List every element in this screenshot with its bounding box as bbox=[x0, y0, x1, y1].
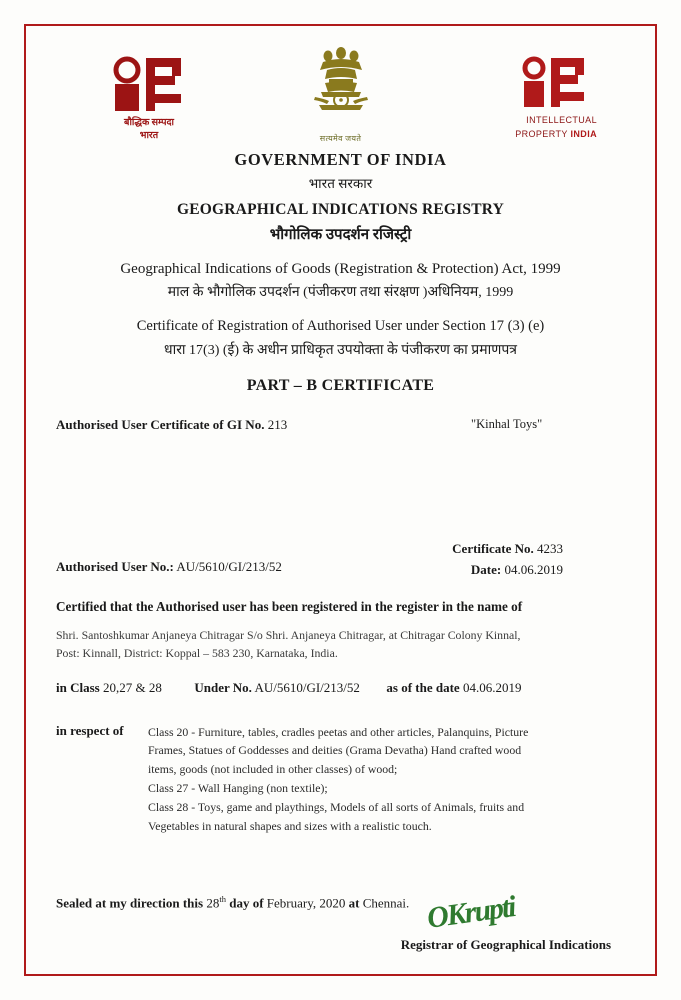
gi-name-value: "Kinhal Toys" bbox=[471, 417, 543, 431]
ipindia-english-caption-line1: INTELLECTUAL bbox=[526, 115, 597, 125]
page-title-registry: GEOGRAPHICAL INDICATIONS REGISTRY bbox=[176, 201, 505, 218]
registrant-address-line1: Shri. Santoshkumar Anjaneya Chitragar S/o Shri. Anjaneya Chitragar, at Chitragar Colony Kinnal, bbox=[56, 628, 521, 642]
logo-row bbox=[56, 44, 625, 148]
under-no-label: Under No. bbox=[194, 679, 252, 695]
goods-line-2: Frames, Statues of Goddesses and deities (Grama Devatha) Hand crafted wood bbox=[148, 743, 522, 758]
in-respect-of-section bbox=[56, 723, 625, 836]
sealed-day-suffix: th bbox=[219, 893, 226, 904]
certificate-date-value: 04.06.2019 bbox=[504, 562, 563, 577]
as-of-date-label: as of the date bbox=[386, 679, 460, 695]
registrar-signature: OKrupti bbox=[425, 889, 517, 935]
act-title-hindi: माल के भौगोलिक उपदर्शन (पंजीकरण तथा संरक्षण )अधिनियम, 1999 bbox=[167, 285, 514, 300]
emblem-motto: सत्यमेव जयते bbox=[319, 134, 362, 143]
in-respect-of-body bbox=[148, 723, 625, 836]
sealed-day: 28 bbox=[206, 895, 220, 911]
sealed-day-word: day of bbox=[229, 895, 264, 911]
ipindia-english-caption-property: PROPERTY bbox=[515, 129, 568, 140]
under-no-value: AU/5610/GI/213/52 bbox=[254, 679, 360, 695]
ipindia-hindi-caption-line1: बौद्धिक सम्पदा bbox=[124, 118, 174, 128]
in-class-label: in Class bbox=[56, 679, 100, 695]
sealed-line bbox=[56, 889, 625, 935]
ipindia-english-caption-line2 bbox=[465, 129, 605, 140]
goods-line-5: Class 28 - Toys, game and playthings, Models of all sorts of Animals, fruits and bbox=[148, 800, 525, 815]
authorised-user-number-row bbox=[56, 559, 625, 579]
certificate-subtitle: Certificate of Registration of Authorised User under Section 17 (3) (e) bbox=[136, 318, 545, 334]
page-title-registry-hindi: भौगोलिक उपदर्शन रजिस्ट्री bbox=[269, 227, 412, 243]
ip-monogram-icon bbox=[110, 54, 188, 116]
ipindia-english-caption-india: INDIA bbox=[570, 129, 597, 140]
act-title: Geographical Indications of Goods (Registration & Protection) Act, 1999 bbox=[120, 261, 561, 277]
page-title-government: GOVERNMENT OF INDIA bbox=[234, 150, 447, 169]
authorised-user-number-value: AU/5610/GI/213/52 bbox=[176, 559, 282, 574]
as-of-date-value: 04.06.2019 bbox=[462, 679, 522, 695]
in-class-value: 20,27 & 28 bbox=[102, 679, 162, 695]
national-emblem bbox=[281, 44, 401, 144]
goods-line-6: Vegetables in natural shapes and sizes with a realistic touch. bbox=[148, 818, 432, 833]
ipindia-hindi-logo bbox=[84, 54, 214, 142]
certificate-content bbox=[24, 24, 657, 976]
ipindia-hindi-caption-line2: भारत bbox=[139, 130, 159, 141]
page-title-government-hindi: भारत सरकार bbox=[308, 176, 373, 191]
part-b-heading: PART – B CERTIFICATE bbox=[246, 377, 435, 394]
certified-statement: Certified that the Authorised user has been registered in the register in the name of bbox=[56, 599, 523, 614]
authorised-user-number-label: Authorised User No.: bbox=[56, 559, 174, 574]
sealed-month-year: February, 2020 bbox=[266, 895, 346, 911]
gi-number-value: 213 bbox=[267, 417, 288, 432]
ipindia-english-logo bbox=[465, 56, 605, 141]
registrant-address bbox=[56, 626, 625, 663]
registrar-title: Registrar of Geographical Indications bbox=[400, 937, 611, 953]
sealed-place: Chennai. bbox=[362, 895, 410, 911]
certificate-subtitle-hindi: धारा 17(3) (ई) के अधीन प्राधिकृत उपयोक्ता के पंजीकरण का प्रमाणपत्र bbox=[163, 343, 518, 358]
sealed-prefix: Sealed at my direction this bbox=[56, 895, 204, 911]
class-row bbox=[56, 680, 625, 696]
sealed-at-label: at bbox=[348, 895, 360, 911]
goods-line-1: Class 20 - Furniture, tables, cradles peetas and other articles, Palanquins, Picture bbox=[148, 724, 529, 739]
ip-monogram-english-icon bbox=[519, 56, 597, 112]
certificate-date-label: Date: bbox=[470, 562, 502, 577]
certificate-number-value: 4233 bbox=[537, 541, 563, 556]
certificate-number-line bbox=[56, 541, 563, 557]
registrant-address-line2: Post: Kinnall, District: Koppal – 583 230, Karnataka, India. bbox=[56, 646, 338, 661]
goods-line-4: Class 27 - Wall Hanging (non textile); bbox=[148, 781, 328, 796]
ashoka-emblem-icon bbox=[303, 44, 379, 130]
goods-line-3: items, goods (not included in other classes) of wood; bbox=[148, 762, 398, 777]
gi-number-label: Authorised User Certificate of GI No. bbox=[56, 417, 265, 432]
in-respect-of-label: in respect of bbox=[56, 722, 124, 738]
gi-number-row bbox=[56, 417, 625, 437]
certificate-number-label: Certificate No. bbox=[452, 541, 534, 556]
